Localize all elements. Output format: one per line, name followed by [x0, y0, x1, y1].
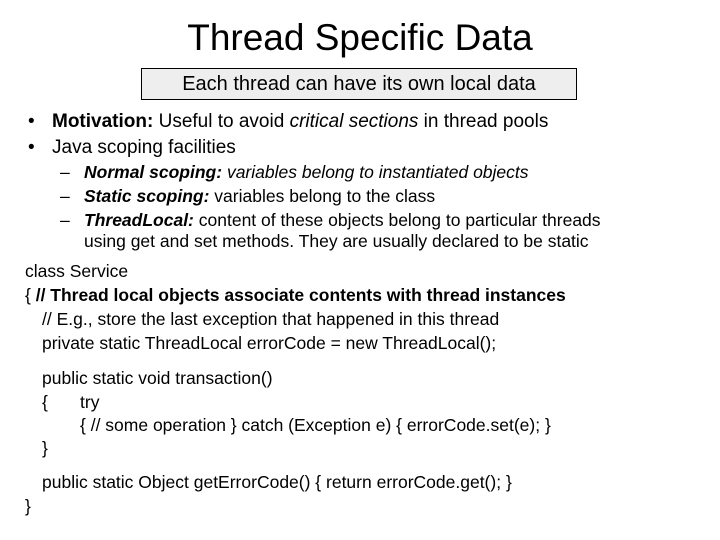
- bullet-marker: •: [28, 137, 35, 158]
- sub-bullet-text: [84, 161, 529, 183]
- bullet-marker: •: [28, 111, 35, 132]
- code-line-class-close: }: [25, 496, 31, 516]
- sub-bullet-marker: –: [60, 186, 70, 206]
- bullet-text-pre: Useful to avoid: [153, 111, 290, 132]
- code-line-method-signature: public static void transaction(): [42, 368, 273, 388]
- sub-bullet-rest: content of these objects belong to particular threads: [193, 210, 601, 230]
- code-line-comment: // E.g., store the last exception that happened in this thread: [42, 309, 500, 329]
- subtitle-box: [141, 68, 577, 100]
- code-brace: {: [25, 285, 36, 305]
- code-line-catch: { // some operation } catch (Exception e) { errorCode.set(e); }: [80, 415, 551, 435]
- bullet-text-post: in thread pools: [418, 111, 549, 132]
- sub-bullet-text: [84, 209, 601, 231]
- code-line-method-close: }: [42, 438, 48, 458]
- bullet-italic-term: critical sections: [289, 111, 419, 132]
- bullet-text: [52, 110, 548, 134]
- code-line-open-brace: [25, 284, 566, 306]
- sub-bullet-continuation: using get and set methods. They are usually declared to be static: [84, 231, 589, 251]
- code-line-field: private static ThreadLocal errorCode = new ThreadLocal();: [42, 333, 497, 353]
- sub-bullet-marker: –: [60, 210, 70, 230]
- code-line-getter: public static Object getErrorCode() { return errorCode.get(); }: [42, 472, 512, 492]
- sub-bullet-bold-label: Normal scoping:: [84, 162, 223, 182]
- sub-bullet-text: [84, 185, 435, 207]
- code-bold-comment: // Thread local objects associate contents with thread instances: [35, 285, 566, 305]
- bullet-text: Java scoping facilities: [52, 137, 236, 158]
- code-line-try: try: [80, 392, 100, 412]
- sub-bullet-rest: variables belong to the class: [209, 186, 436, 206]
- code-line-method-open: {: [42, 392, 48, 412]
- sub-bullet-marker: –: [60, 162, 70, 182]
- subtitle-text: Each thread can have its own local data: [182, 73, 536, 95]
- slide-title: Thread Specific Data: [187, 17, 533, 58]
- sub-bullet-rest: variables belong to instantiated objects: [222, 162, 529, 182]
- sub-bullet-bold-label: Static scoping:: [84, 186, 210, 206]
- sub-bullet-bold-label: ThreadLocal:: [84, 210, 194, 230]
- code-line-class: class Service: [25, 261, 129, 281]
- bullet-bold-label: Motivation:: [52, 111, 154, 132]
